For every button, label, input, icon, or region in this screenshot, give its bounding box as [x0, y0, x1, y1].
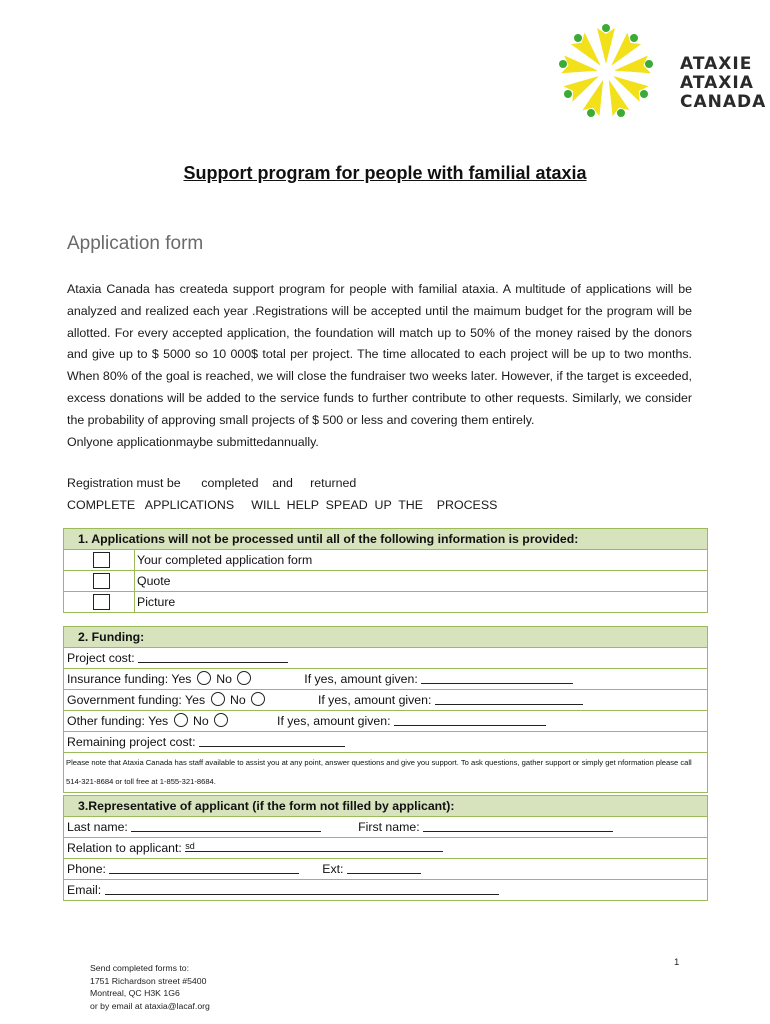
other-yes-radio[interactable]	[174, 713, 188, 727]
insurance-funding-row	[64, 669, 707, 690]
no-label: No	[216, 672, 233, 686]
page-number: 1	[674, 957, 680, 968]
insurance-amount-field[interactable]	[421, 671, 573, 684]
section3-heading: 3.Representative of applicant (if the form not filled by applicant):	[64, 796, 707, 817]
page-title: Support program for people with familial ataxia	[183, 163, 587, 183]
quote-checkbox[interactable]	[93, 573, 110, 589]
logo-text-line1: ATAXIE	[680, 54, 753, 74]
first-name-field[interactable]	[423, 819, 613, 832]
checklist-row	[64, 550, 707, 571]
intro-text: Ataxia Canada has createda support program for people with familial ataxia. A multitude of applications will be analyzed and realized each year .Registrations will be accepted until the maimum budget for the program will be allotted. For every accepted application, the foundation will match up to 50% of the money raised by the donors and give up to $ 5000 so 10 000$ total per project. The time allocated to each project will be up to two months. When 80% of the goal is reached, we will close the fundraiser two weeks later. However, if the target is exceeded, excess donations will be added to the service funds to further contribute to other requests. Similarly, we consider the probability of approving small projects of $ 500 or less and covering them entirely.	[67, 282, 692, 427]
funding-section	[63, 626, 708, 793]
checklist-label: Picture	[137, 595, 176, 609]
complete-applications-line: COMPLETE APPLICATIONS WILL HELP SPEAD UP THE PROCESS	[67, 498, 498, 512]
intro-last-line: Onlyone applicationmaybe submittedannually.	[67, 434, 319, 449]
footer-line2: 1751 Richardson street #5400	[90, 975, 207, 986]
relation-field[interactable]	[185, 839, 443, 852]
project-cost-row	[64, 648, 707, 669]
relation-value: sd	[185, 841, 195, 851]
government-funding-label: Government funding: Yes	[67, 693, 206, 707]
relation-label: Relation to applicant:	[67, 841, 182, 855]
checklist-row	[64, 571, 707, 592]
remaining-cost-row	[64, 732, 707, 753]
insurance-yes-radio[interactable]	[197, 671, 211, 685]
assistance-note: Please note that Ataxia Canada has staff available to assist you at any point, answer questions and give you support. To ask questions, gather support or simply get nformation please call 514-321-8684 or toll free at 1-855-321-8684.	[66, 758, 692, 786]
footer-line3: Montreal, QC H3K 1G6	[90, 988, 180, 998]
project-cost-label: Project cost:	[67, 651, 135, 665]
other-funding-label: Other funding: Yes	[67, 714, 169, 728]
form-subtitle: Application form	[67, 233, 204, 254]
if-yes-label: If yes, amount given:	[317, 693, 432, 707]
phone-field[interactable]	[109, 861, 299, 874]
email-row	[64, 880, 707, 900]
government-yes-radio[interactable]	[211, 692, 225, 706]
intro-paragraph	[67, 279, 692, 453]
remaining-cost-label: Remaining project cost:	[67, 735, 196, 749]
representative-section	[63, 795, 708, 901]
email-field[interactable]	[105, 882, 499, 895]
relation-row	[64, 838, 707, 859]
checklist-label: Quote	[137, 574, 171, 588]
ext-field[interactable]	[347, 861, 421, 874]
required-items-section	[63, 528, 708, 613]
no-label: No	[229, 693, 246, 707]
insurance-funding-label: Insurance funding: Yes	[67, 672, 192, 686]
remaining-cost-field[interactable]	[199, 734, 345, 747]
name-row	[64, 817, 707, 838]
section1-heading: 1. Applications will not be processed until all of the following information is provided:	[64, 529, 707, 550]
if-yes-label: If yes, amount given:	[277, 714, 391, 728]
ext-label: Ext:	[322, 862, 344, 876]
last-name-label: Last name:	[67, 820, 128, 834]
star-figures-logo-icon	[548, 22, 668, 120]
if-yes-label: If yes, amount given:	[304, 672, 418, 686]
other-amount-field[interactable]	[394, 713, 546, 726]
government-amount-field[interactable]	[435, 692, 583, 705]
footer-line1: Send completed forms to:	[90, 963, 189, 973]
phone-row	[64, 859, 707, 880]
other-funding-row	[64, 711, 707, 732]
application-form-checkbox[interactable]	[93, 552, 110, 568]
phone-label: Phone:	[67, 862, 106, 876]
government-funding-row	[64, 690, 707, 711]
picture-checkbox[interactable]	[93, 594, 110, 610]
email-label: Email:	[67, 883, 102, 897]
government-no-radio[interactable]	[251, 692, 265, 706]
ataxia-canada-logo	[548, 22, 767, 120]
checklist-label: Your completed application form	[137, 553, 313, 567]
insurance-no-radio[interactable]	[237, 671, 251, 685]
registration-line: Registration must be completed and returned	[67, 476, 357, 490]
logo-text-line2: ATAXIA	[680, 73, 754, 93]
checklist-row	[64, 592, 707, 612]
logo-text-line3: CANADA	[680, 92, 767, 112]
first-name-label: First name:	[358, 820, 420, 834]
project-cost-field[interactable]	[138, 650, 288, 663]
last-name-field[interactable]	[131, 819, 321, 832]
no-label: No	[193, 714, 209, 728]
footer-line4: or by email at ataxia@lacaf.org	[90, 1000, 210, 1011]
other-no-radio[interactable]	[214, 713, 228, 727]
mailing-address	[90, 962, 210, 1012]
section2-heading: 2. Funding:	[64, 627, 707, 648]
